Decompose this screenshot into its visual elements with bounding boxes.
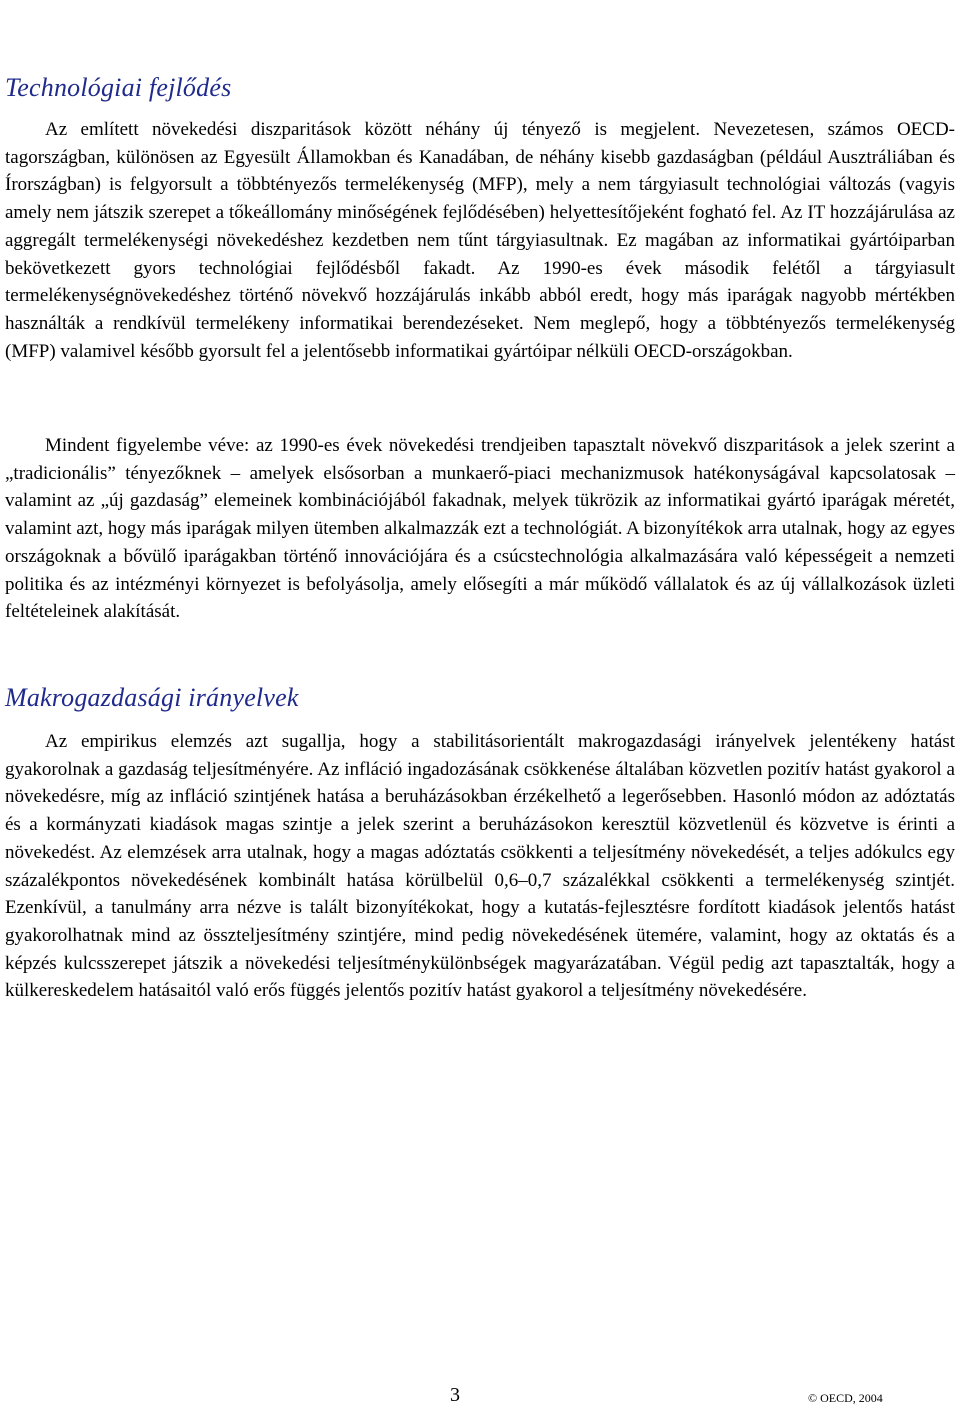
paragraph-technology-2: Mindent figyelembe véve: az 1990-es évek növekedési trendjeiben tapasztalt növekvő diszparitások a jelek szerint a „tradicionális” tényezőknek – amelyek elsősorban a munkaerő-piaci mechanizmusok hatékonyságával kapcsolatosak – valamint az „új gazdaság” elemeinek kombinációjából fakadnak, melyek tükrözik az informatikai gyártó iparágak méretét, valamint azt, hogy más iparágak milyen ütemben alkalmazzák ezt a technológiát. A bizonyítékok arra utalnak, hogy az egyes országoknak a bővülő iparágakban történő innovációjára és a csúcstechnológia alkalmazására való képességeit a nemzeti politika és az intézményi környezet is befolyásolja, amely elősegíti a már működő vállalatok és az új vállalkozások üzleti feltételeinek alakítását. <box>5 435 955 623</box>
section-heading-technology: Technológiai fejlődés <box>5 73 232 102</box>
paragraph-macroeconomic-1: Az empirikus elemzés azt sugallja, hogy a stabilitásorientált makrogazdasági irányelvek jelentékeny hatást gyakorolnak a gazdaság teljesítményére. Az infláció ingadozásának csökkenése általában közvetlen pozitív hatást gyakorol a növekedésre, míg az infláció szintjének hatása a beruházásokban érzékelhető a legerősebben. Hasonló módon az adóztatás és a kormányzati kiadások magas szintje a jelek szerint a beruházásokon keresztül közvetlenül és közvetve is érinti a növekedést. Az elemzések arra utalnak, hogy a magas adóztatás csökkenti a teljesítmény növekedését, a teljes adókulcs egy százalékpontos növekedésének kombinált hatása körülbelül 0,6–0,7 százalékkal csökkenti a termelékenység szintjét. Ezenkívül, a tanulmány arra nézve is talált bizonyítékokat, hogy a kutatás-fejlesztésre fordított kiadások jelentős hatást gyakorolhatnak mind az összteljesítmény szintjére, mind pedig növekedésének ütemére, valamint, hogy az oktatás és a képzés kulcsszerepet játszik a növekedési teljesítménykülönbségek magyarázatában. Végül pedig azt tapasztalták, hogy a külkereskedelem hatásaitól való erős függés jelentős pozitív hatást gyakorol a teljesítmény növekedésére. <box>5 731 955 1002</box>
copyright-notice: © OECD, 2004 <box>808 1391 883 1405</box>
page-number: 3 <box>450 1384 460 1406</box>
section-heading-macroeconomic: Makrogazdasági irányelvek <box>5 683 299 712</box>
paragraph-technology-1: Az említett növekedési diszparitások között néhány új tényező is megjelent. Nevezetesen, számos OECD-tagországban, különösen az Egyesült Államokban és Kanadában, de néhány kisebb gazdaságban (például Ausztráliában és Írországban) is felgyorsult a többtényezős termelékenység (MFP), mely a nem tárgyiasult technológiai változás (vagyis amely nem játszik szerepet a tőkeállomány minőségének fejlődésében) helyettesítőjeként fogható fel. Az IT hozzájárulása az aggregált termelékenységi növekedéshez kezdetben nem tűnt tárgyiasultnak. Ez magában az informatikai gyártóiparban bekövetkezett gyors technológiai fejlődésből fakadt. Az 1990-es évek második felétől a tárgyiasult termelékenységnövekedéshez történő növekvő hozzájárulás inkább abból eredt, hogy más iparágak nagyobb mértékben használták a rendkívül termelékeny informatikai berendezéseket. Nem meglepő, hogy a többtényezős termelékenység (MFP) valamivel később gyorsult fel a jelentősebb informatikai gyártóipar nélküli OECD-országokban. <box>5 119 955 362</box>
